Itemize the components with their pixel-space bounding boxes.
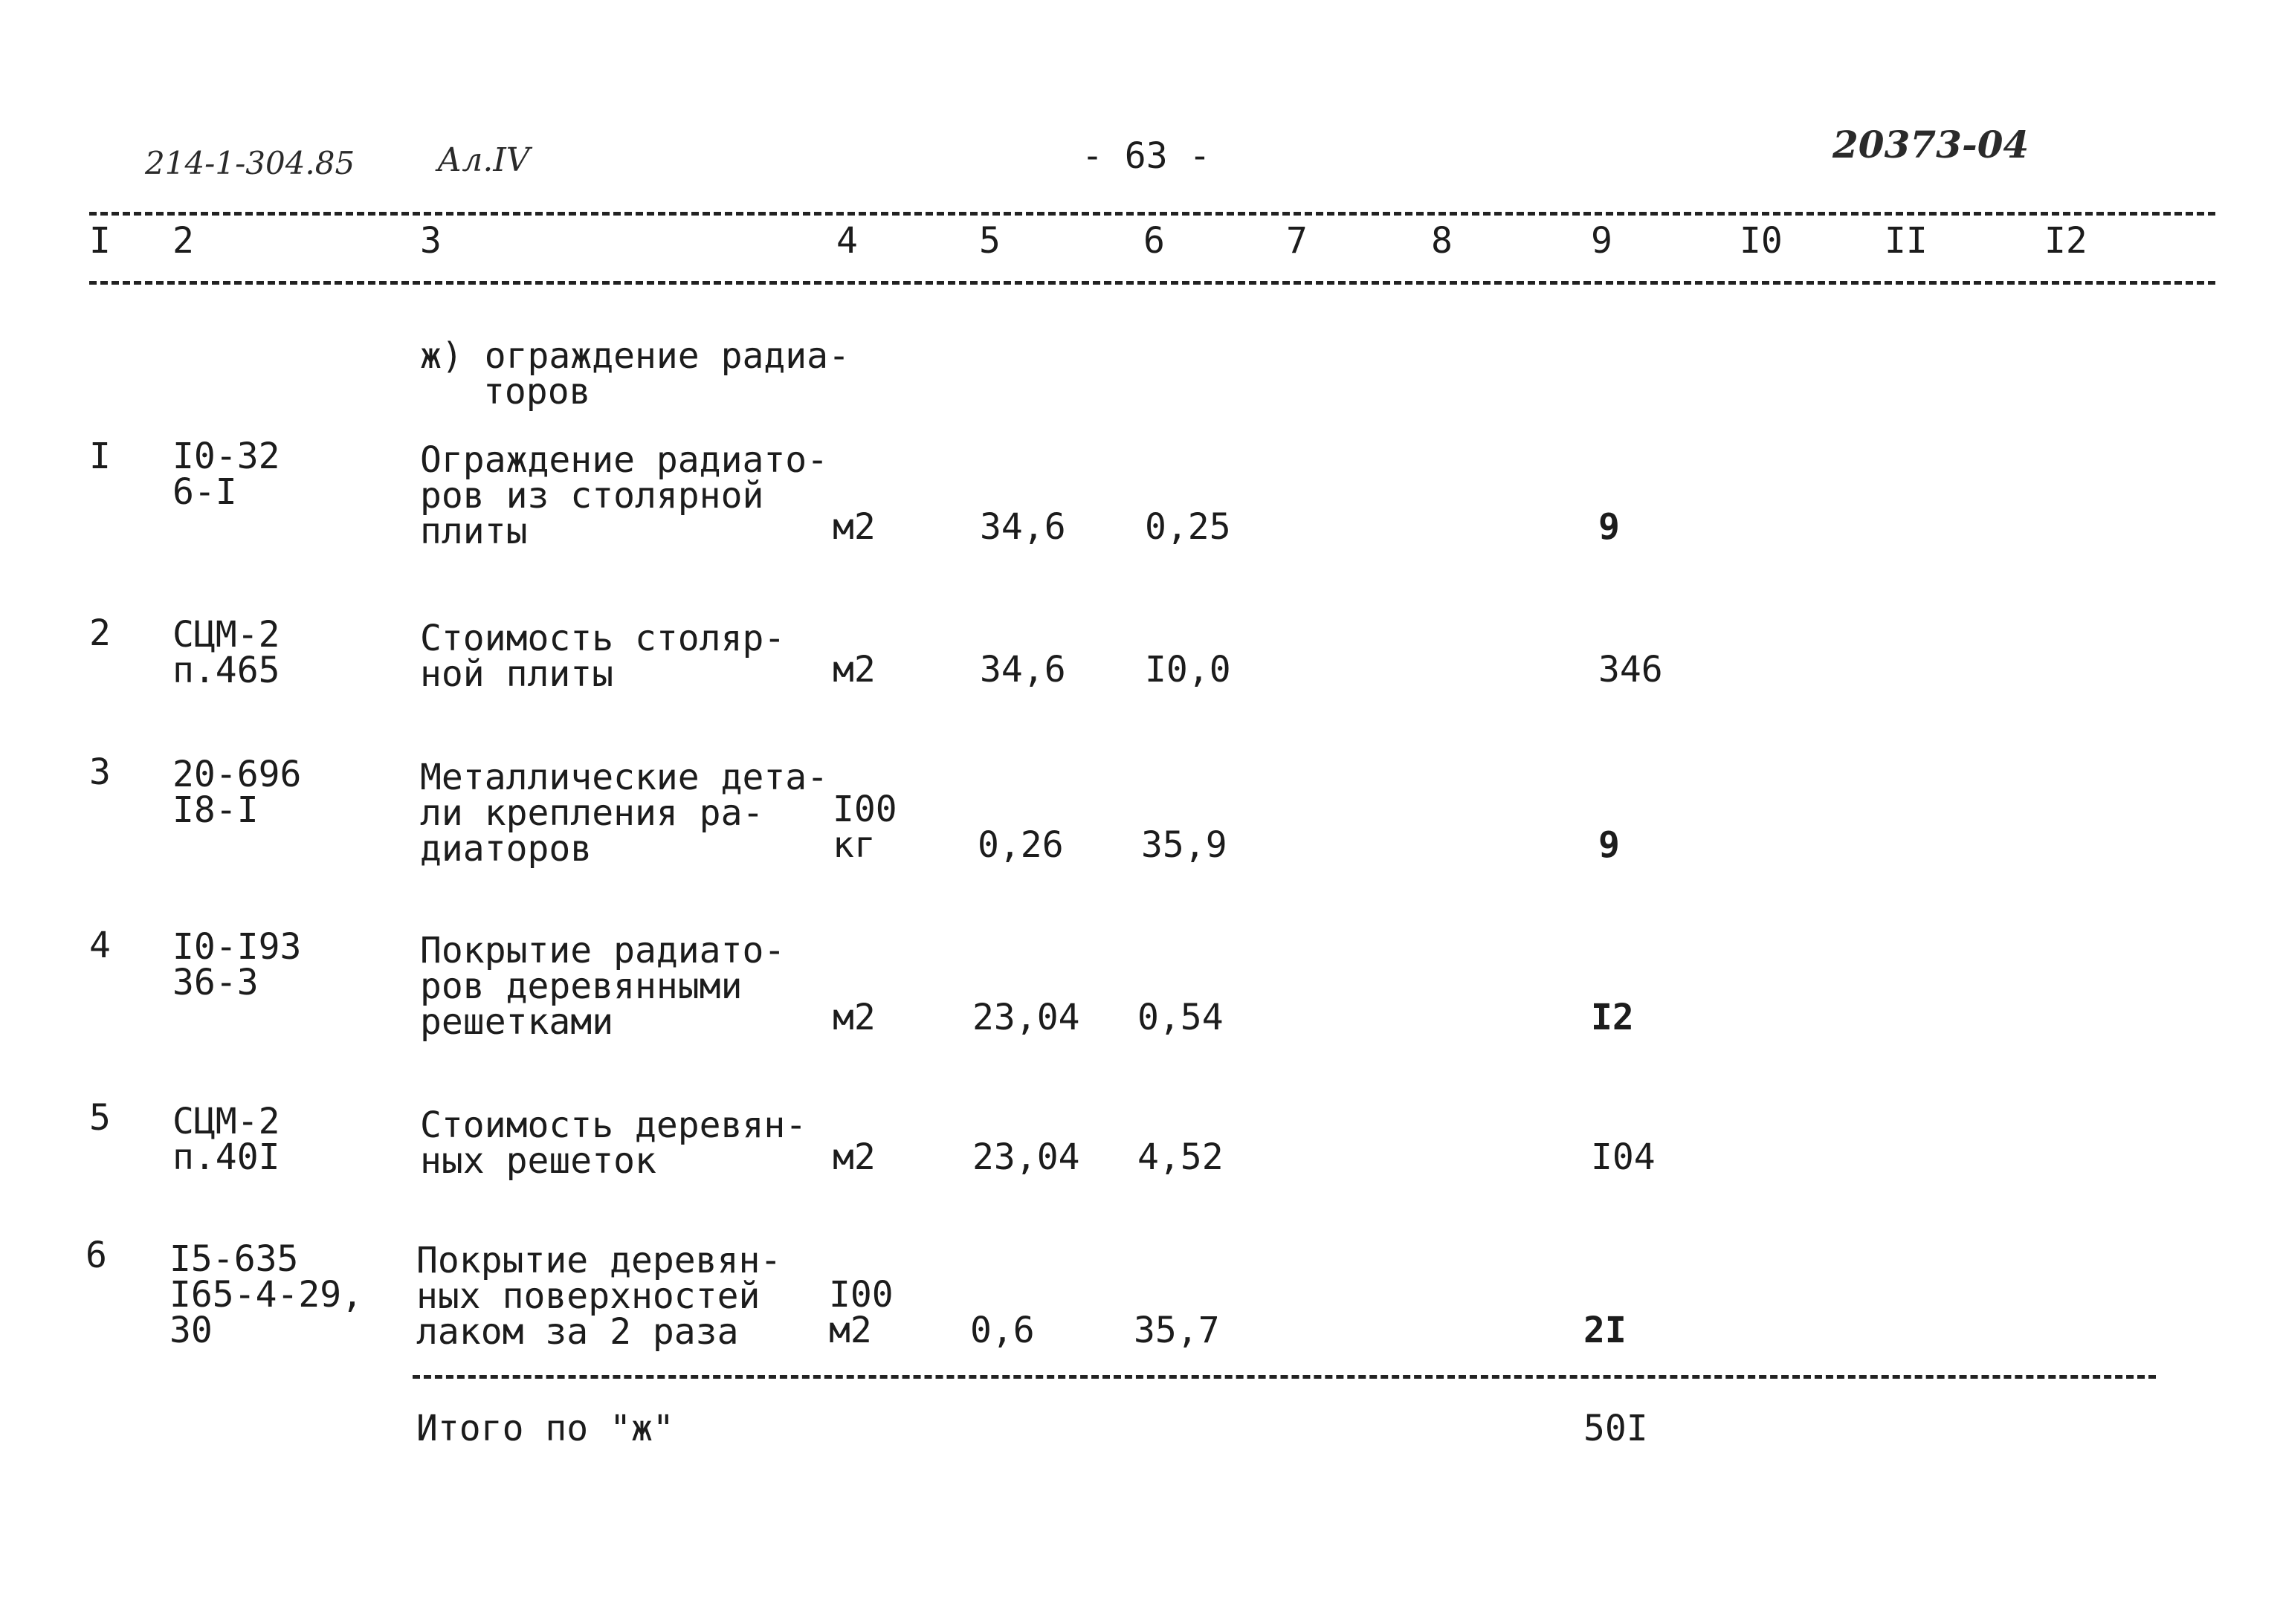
column-header: I0	[1740, 220, 1783, 262]
row-unit-line: I00	[833, 789, 897, 830]
column-header: II	[1885, 220, 1928, 262]
row-total: 346	[1598, 649, 1663, 690]
row-quantity: 34,6	[980, 649, 1066, 690]
row-number: 3	[89, 751, 111, 793]
row-quantity: 23,04	[972, 1136, 1080, 1178]
row-unit-price: 0,54	[1137, 997, 1224, 1038]
row-unit-line: м2	[833, 997, 876, 1038]
row-code-line: п.465	[172, 650, 280, 691]
column-header: 8	[1431, 220, 1453, 262]
summary-total: 50I	[1583, 1408, 1648, 1449]
row-total: 2I	[1583, 1310, 1627, 1351]
row-number: 4	[89, 925, 111, 966]
row-number: 2	[89, 612, 111, 654]
row-code-line: СЦМ-2	[172, 1101, 280, 1142]
row-unit-line: I00	[829, 1274, 894, 1316]
row-unit-price: 0,25	[1145, 506, 1231, 548]
row-unit-price: 35,7	[1134, 1310, 1220, 1351]
row-code-line: 36-3	[172, 962, 259, 1003]
row-number: 6	[85, 1235, 107, 1276]
row-code-line: I65-4-29,	[169, 1274, 364, 1316]
row-quantity: 0,26	[978, 824, 1064, 866]
row-description-line: Ограждение радиато-	[420, 439, 829, 481]
row-number: I	[89, 436, 111, 477]
row-description-line: Стоимость деревян-	[420, 1104, 807, 1146]
row-code-line: I0-I93	[172, 926, 302, 968]
row-code-line: СЦМ-2	[172, 614, 280, 656]
column-header: 6	[1143, 220, 1165, 262]
row-description-line: ли крепления ра-	[420, 792, 764, 834]
inventory-number: 20373-04	[1832, 123, 2029, 166]
row-code-line: I5-635	[169, 1238, 299, 1280]
header-top-rule	[89, 212, 2215, 216]
row-unit-price: 4,52	[1137, 1136, 1224, 1178]
row-description-line: Покрытие деревян-	[416, 1240, 782, 1281]
section-title-line: торов	[483, 371, 591, 413]
column-header: 9	[1591, 220, 1612, 262]
row-unit-price: I0,0	[1145, 649, 1231, 690]
row-number: 5	[89, 1097, 111, 1139]
column-header: 3	[420, 220, 442, 262]
row-quantity: 34,6	[980, 506, 1066, 548]
row-unit-line: м2	[833, 1136, 876, 1178]
column-header: 2	[172, 220, 194, 262]
row-description-line: решетками	[420, 1001, 614, 1043]
row-code-line: п.40I	[172, 1136, 280, 1178]
row-description-line: Металлические дета-	[420, 757, 829, 798]
row-total: 9	[1598, 506, 1620, 548]
row-code-line: 30	[169, 1310, 213, 1351]
section-title-line: ж) ограждение радиа-	[420, 335, 850, 377]
row-description-line: лаком за 2 раза	[416, 1311, 739, 1353]
row-description-line: ров из столярной	[420, 475, 764, 517]
row-code-line: 6-I	[172, 471, 237, 513]
row-total: I2	[1591, 997, 1634, 1038]
row-unit-line: м2	[829, 1310, 872, 1351]
column-header: 7	[1286, 220, 1308, 262]
row-code-line: I8-I	[172, 789, 259, 831]
row-description-line: ных поверхностей	[416, 1275, 761, 1317]
document-code: 214-1-304.85	[145, 145, 355, 181]
summary-rule	[413, 1375, 2156, 1379]
row-unit-line: кг	[833, 824, 876, 866]
row-description-line: Стоимость столяр-	[420, 618, 786, 659]
row-description-line: ров деревянными	[420, 965, 743, 1007]
row-code-line: I0-32	[172, 436, 280, 477]
row-total: I04	[1591, 1136, 1656, 1178]
summary-label: Итого по "ж"	[416, 1408, 674, 1449]
row-description-line: плиты	[420, 511, 528, 552]
row-unit-line: м2	[833, 506, 876, 548]
row-quantity: 0,6	[970, 1310, 1035, 1351]
row-quantity: 23,04	[972, 997, 1080, 1038]
column-header: I	[89, 220, 111, 262]
album-label: Ал.IV	[437, 141, 530, 179]
column-header: 5	[979, 220, 1001, 262]
header-bottom-rule	[89, 281, 2215, 285]
row-description-line: Покрытие радиато-	[420, 930, 786, 971]
row-description-line: ных решеток	[420, 1140, 656, 1182]
column-header: I2	[2044, 220, 2087, 262]
row-description-line: диаторов	[420, 828, 592, 870]
row-code-line: 20-696	[172, 754, 302, 795]
row-unit-line: м2	[833, 649, 876, 690]
row-description-line: ной плиты	[420, 653, 614, 695]
row-unit-price: 35,9	[1141, 824, 1227, 866]
page-number: - 63 -	[1082, 135, 1211, 177]
column-header: 4	[836, 220, 858, 262]
row-total: 9	[1598, 824, 1620, 866]
